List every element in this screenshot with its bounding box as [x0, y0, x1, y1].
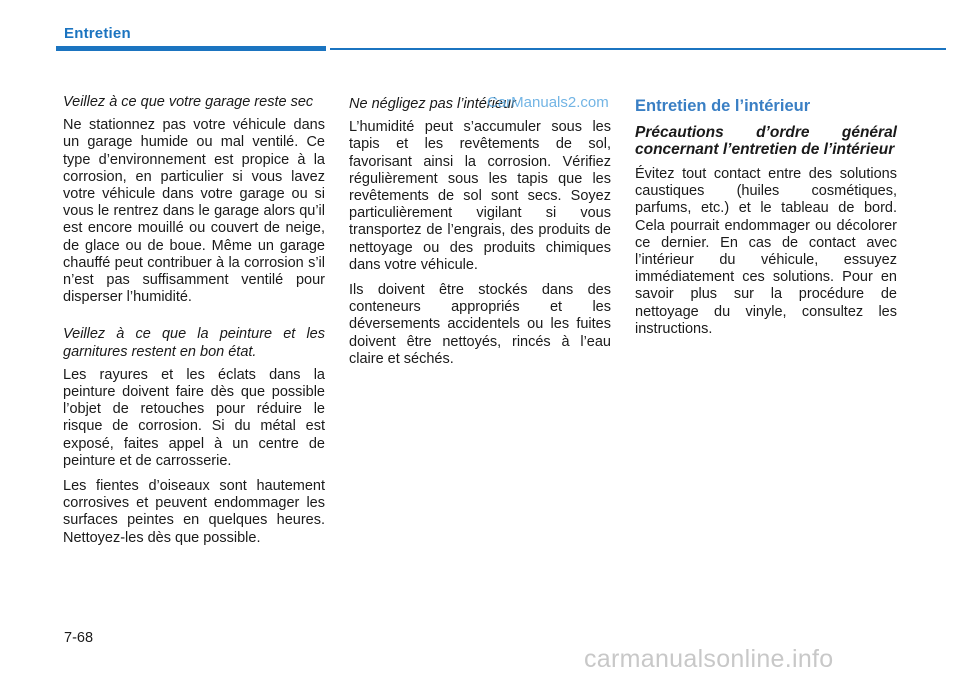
watermark-overlay: CarManuals2.com [487, 94, 609, 111]
paragraph-caustic: Évitez tout contact entre des solutions caustiques (huiles cosmétiques, parfums, etc.) et le tableau de bord. Cela pourrait endommager ou décolorer ce dernier. En cas de contact avec l’intérieur du véhicule, essuyez immédiatement ces solutions. Pour en savoir plus sur la procédure de nettoyage du vinyle, consultez les instructions. [635, 166, 897, 337]
paragraph-storage: Ils doivent être stockés dans des conteneurs appropriés et les déversements accidentels ou les fuites doivent être nettoyés, rincés à l’eau claire et séchés. [349, 282, 611, 367]
paragraph-garage: Ne stationnez pas votre véhicule dans un garage humide ou mal ventilé. Ce type d’environnement est propice à la corrosion, en particulier si vous lavez votre véhicule dans votre garage ou si vous le rentrez dans le garage alors qu’il est encore mouillé ou couvert de neige, de glace ou de boue. Même un garage chauffé peut contribuer à la corrosion s’il n’est pas suffisamment ventilé pour disperser l’humidité. [63, 117, 325, 306]
column-left [63, 94, 325, 555]
paragraph-humidity: L’humidité peut s’accumuler sous les tapis et les revêtements de sol, favorisant ainsi la corrosion. Vérifiez régulièrement sous les tapis que les revêtements de sol sont secs. Soyez particulièrement vigilant si vous transportez de l’engrais, des produits de nettoyage ou des produits chimiques dans votre véhicule. [349, 119, 611, 273]
subtitle-paint: Veillez à ce que la peinture et les garnitures restent en bon état. [63, 326, 325, 360]
paragraph-paint: Les rayures et les éclats dans la peinture doivent faire dès que possible l’objet de retouches pour réduire le risque de corrosion. Si du métal est exposé, faites appel à un centre de peinture et de carrosserie. [63, 366, 325, 469]
section-title: Entretien [64, 25, 131, 42]
subtitle-garage: Veillez à ce que votre garage reste sec [63, 94, 314, 110]
header-rule-thin [330, 48, 946, 50]
paragraph-bird-droppings: Les fientes d’oiseaux sont hautement corrosives et peuvent endommager les surfaces peintes en quelques heures. Nettoyez-les dès que possible. [63, 478, 325, 546]
page-number: 7-68 [64, 630, 94, 646]
heading-interior-care: Entretien de l’intérieur [635, 97, 811, 115]
footer-watermark: carmanualsonline.info [584, 645, 834, 673]
subheading-precautions: Précautions d’ordre général concernant l’entretien de l’intérieur [635, 124, 897, 158]
subtitle-interior: Ne négligez pas l’intérieur [349, 96, 516, 112]
header-rule-thick [56, 46, 326, 51]
column-right [635, 96, 897, 346]
column-middle [349, 96, 611, 376]
